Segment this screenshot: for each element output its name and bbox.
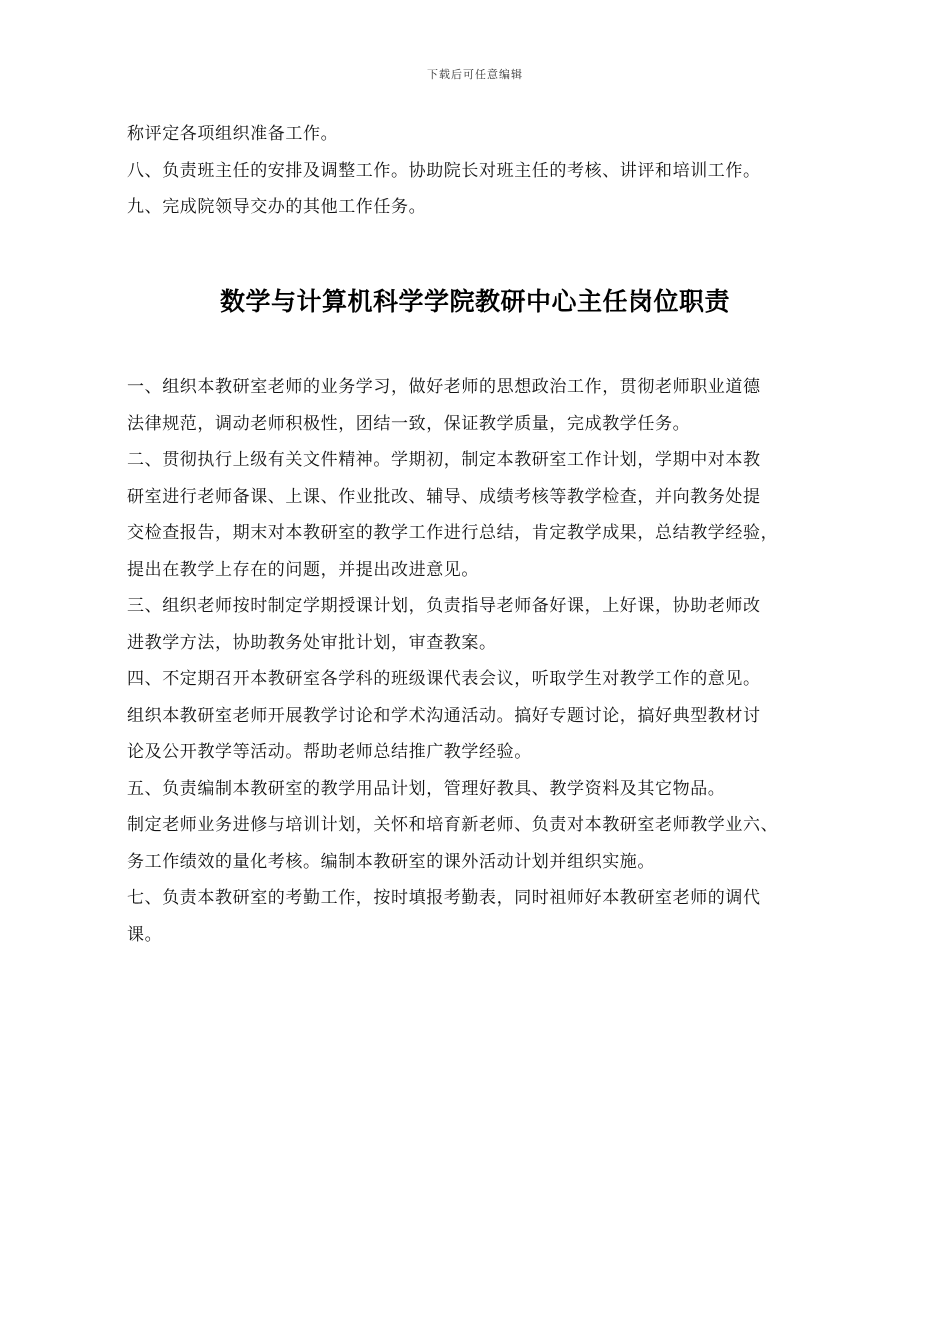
text-line: 交检查报告，期末对本教研室的教学工作进行总结，肯定教学成果，总结教学经验，	[127, 523, 779, 543]
body-text-block	[127, 369, 847, 953]
text-line: 九、完成院领导交办的其他工作任务。	[127, 197, 427, 217]
text-line: 课。	[127, 924, 163, 945]
text-line: 三、组织老师按时制定学期授课计划，负责指导老师备好课，上好课，协助老师改	[127, 596, 761, 616]
text-line: 务工作绩效的量化考核。编制本教研室的课外活动计划并组织实施。	[127, 851, 655, 872]
text-line: 论及公开教学等活动。帮助老师总结推广教学经验。	[127, 742, 532, 762]
text-line: 五、负责编制本教研室的教学用品计划，管理好教具、教学资料及其它物品。	[127, 778, 726, 799]
text-line: 一、组织本教研室老师的业务学习，做好老师的思想政治工作，贯彻老师职业道德	[127, 377, 761, 397]
header-note: 下载后可任意编辑	[427, 68, 523, 81]
text-line: 进教学方法，协助教务处审批计划，审查教案。	[127, 632, 497, 653]
text-line: 七、负责本教研室的考勤工作，按时填报考勤表，同时祖师好本教研室老师的调代	[127, 888, 761, 908]
text-line: 二、贯彻执行上级有关文件精神。学期初，制定本教研室工作计划，学期中对本教	[127, 450, 761, 470]
text-line: 研室进行老师备课、上课、作业批改、辅导、成绩考核等教学检查，并向教务处提	[127, 486, 761, 507]
text-line: 提出在教学上存在的问题，并提出改进意见。	[127, 559, 479, 580]
top-text-block	[127, 116, 847, 226]
document-title: 数学与计算机科学学院教研中心主任岗位职责	[219, 287, 730, 316]
text-line: 四、不定期召开本教研室各学科的班级课代表会议，听取学生对教学工作的意见。	[127, 669, 761, 689]
text-line: 法律规范，调动老师积极性，团结一致，保证教学质量，完成教学任务。	[127, 413, 691, 434]
text-line: 八、负责班主任的安排及调整工作。协助院长对班主任的考核、讲评和培训工作。	[127, 160, 761, 181]
text-line: 制定老师业务进修与培训计划，关怀和培育新老师、负责对本教研室老师教学业六、	[127, 815, 779, 835]
text-line: 组织本教研室老师开展教学讨论和学术沟通活动。搞好专题讨论，搞好典型教材讨	[127, 705, 761, 726]
text-line: 称评定各项组织准备工作。	[127, 124, 339, 144]
